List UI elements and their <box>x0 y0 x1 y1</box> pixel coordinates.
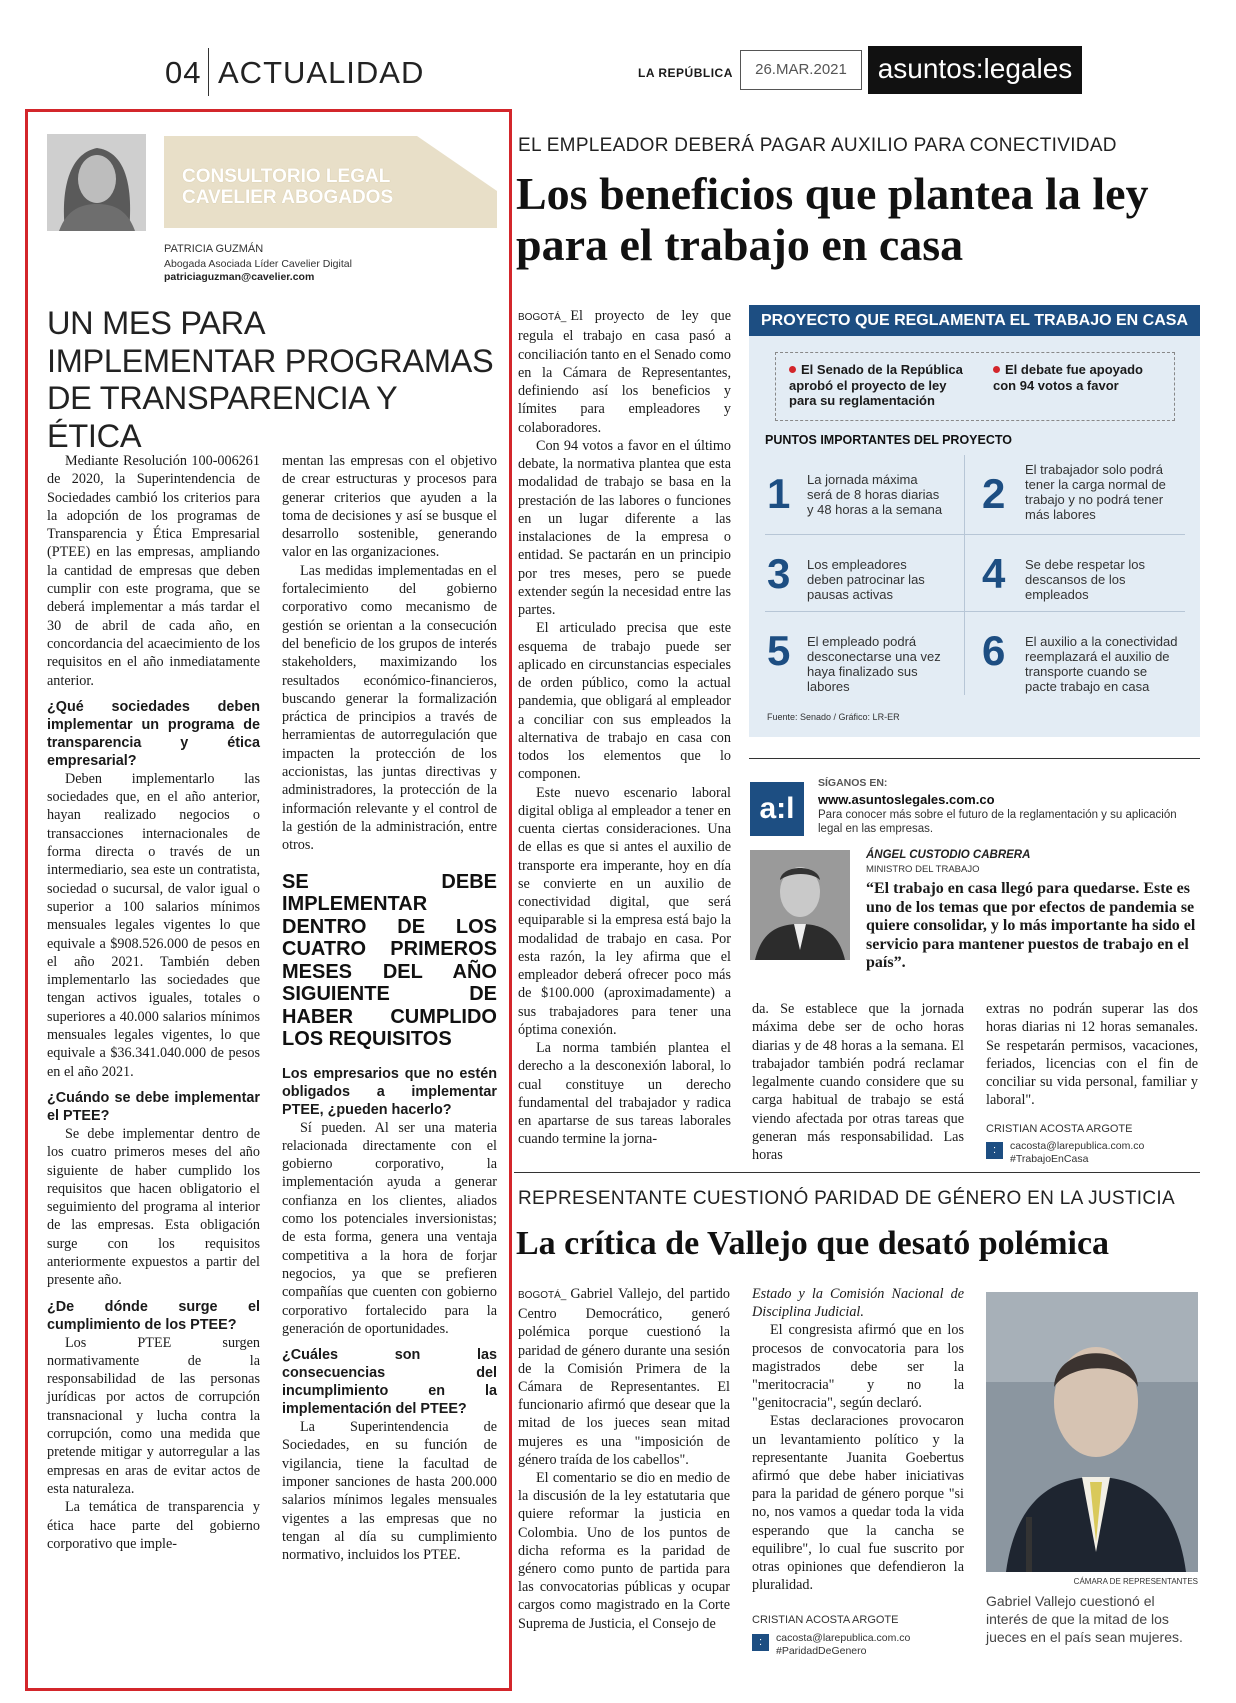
infographic-title: PROYECTO QUE REGLAMENTA EL TRABAJO EN CASA <box>749 305 1200 336</box>
point-text: El trabajador solo podrá tener la carga normal de trabajo y no podrá tener más labores <box>1025 462 1166 522</box>
infographic-source: Fuente: Senado / Gráfico: LR-ER <box>767 712 900 722</box>
story1-hashtag[interactable]: #TrabajoEnCasa <box>1010 1153 1089 1165</box>
column-text-left <box>47 452 260 1553</box>
page-number: 04 <box>165 55 202 90</box>
vallejo-portrait-icon <box>986 1292 1198 1572</box>
column-paragraph: La temática de transparencia y ética hace parte del gobierno corporativo que imple- <box>47 1499 260 1552</box>
story1-column-3 <box>986 1000 1198 1110</box>
point-text: El auxilio a la conectividad reemplazará el auxilio de transporte cuando se pacte trabajo en casa <box>1025 634 1178 694</box>
red-dot-icon <box>993 366 1000 373</box>
divider <box>749 758 1200 759</box>
story2-hashtag[interactable]: #ParidadDeGenero <box>776 1645 867 1657</box>
photo-credit: CÁMARA DE REPRESENTANTES <box>1073 1577 1198 1586</box>
story1-lead: El proyecto de ley que regula el trabajo en casa pasó a conciliación tanto en el Senado como en la Cámara de Representantes, definiendo así los beneficios y límites para empleadores y colaboradores. <box>518 308 731 436</box>
story1-paragraph <box>518 307 731 437</box>
author-portrait-icon <box>47 134 146 231</box>
point-number: 1 <box>767 470 791 517</box>
story2-lead: Gabriel Vallejo, del partido Centro Democrático, generó polémica porque cuestionó la paridad de género durante una sesión de la Comisión Primera de la Cámara de Representantes. El funcionario afirmó que desear que la mitad de los jueces sean mitad mujeres es una "imposición de género traída de los cabellos". <box>518 1286 730 1468</box>
minister-photo <box>750 850 850 960</box>
story2-column-1 <box>518 1285 730 1633</box>
story1-headline: Los beneficios que plantea la ley para el trabajo en casa <box>516 168 1149 270</box>
story2-byline: CRISTIAN ACOSTA ARGOTE <box>752 1614 899 1626</box>
email-icon: : <box>752 1634 769 1651</box>
column-text-right <box>282 452 497 1564</box>
publication-name: LA REPÚBLICA <box>638 66 733 80</box>
infographic <box>749 305 1200 737</box>
story1-column-2 <box>752 1000 964 1164</box>
story2-email[interactable]: cacosta@larepublica.com.co <box>776 1632 911 1644</box>
column-question: ¿Qué sociedades deben implementar un programa de transparencia y ética empresarial? <box>47 698 260 769</box>
follow-label: SÍGANOS EN: <box>818 777 888 789</box>
story1-email[interactable]: cacosta@larepublica.com.co <box>1010 1140 1145 1152</box>
minister-portrait-icon <box>750 850 850 960</box>
point-number: 3 <box>767 550 791 597</box>
grid-line <box>765 534 1185 535</box>
section-title: ACTUALIDAD <box>218 55 425 90</box>
point-number: 2 <box>982 470 1006 517</box>
story1-paragraph: da. Se establece que la jornada máxima debe ser de ocho horas diarias y de 48 horas a la semana. El trabajador también podrá reclamar legalmente cuando considere que su carga habitual de trabajo se está viendo afectada por otras tareas que generan más responsabilidad. Las horas <box>752 1001 964 1163</box>
point-number: 6 <box>982 627 1006 674</box>
column-paragraph: Deben implementarlo las sociedades que, en el año anterior, hayan realizado negocios o transacciones internacionales de forma directa o través de un intermediario, sea este un contratista, sociedad o sucursal, de valor igual o superior a 100 salarios mínimos mensuales legales vigentes lo que equivale a $908.526.000 de pesos en el año 2021. También deben implementarlo las sociedades que tengan activos iguales, totales o superiores a 40.000 salarios mínimos mensuales legales vigentes, lo que equivale a $36.341.040.000 de pesos en el año 2021. <box>47 770 260 1080</box>
story2-paragraph: Estado y la Comisión Nacional de Disciplina Judicial. <box>752 1286 964 1321</box>
story1-dateline: BOGOTÁ_ <box>518 312 567 323</box>
photo-caption: Gabriel Vallejo cuestionó el interés de que la mitad de los jueces en el país sean mujeres. <box>986 1593 1183 1645</box>
grid-line <box>964 455 965 695</box>
point-number: 5 <box>767 627 791 674</box>
grid-line <box>765 611 1185 612</box>
column-question: ¿Cuándo se debe implementar el PTEE? <box>47 1089 260 1124</box>
story2-paragraph <box>518 1285 730 1469</box>
divider <box>514 1172 1200 1173</box>
story2-headline: La crítica de Vallejo que desató polémica <box>516 1225 1110 1262</box>
point-text: La jornada máxima será de 8 horas diarias y 48 horas a la semana <box>807 472 943 517</box>
pull-quote: SE DEBE IMPLEMENTAR DENTRO DE LOS CUATRO PRIMEROS MESES DEL AÑO SIGUIENTE DE HABER CUMPLIDO LOS REQUISITOS <box>282 870 497 1051</box>
story1-paragraph: Este nuevo escenario laboral digital obliga al empleador a tener en cuenta ciertas consideraciones. Una de ellas es que si antes el auxilio de transporte era imperante, hoy en día se convierte en un auxilio de conectividad digital, que será equiparable si la empresa está bajo la modalidad de trabajo en casa. Por esta razón, la ley afirma que el empleador deberá ofrecer poco más de $100.000 (aproximadamente) a sus trabajadores para tener una óptima conexión. <box>518 784 731 1038</box>
red-dot-icon <box>789 366 796 373</box>
point-number: 4 <box>982 550 1006 597</box>
quote-role: MINISTRO DEL TRABAJO <box>866 864 980 875</box>
author-email: patriciaguzman@cavelier.com <box>164 271 315 283</box>
column-question: Los empresarios que no estén obligados a implementar PTEE, ¿pueden hacerlo? <box>282 1065 497 1118</box>
story1-kicker: EL EMPLEADOR DEBERÁ PAGAR AUXILIO PARA CONECTIVIDAD <box>518 135 1117 156</box>
column-question: ¿De dónde surge el cumplimiento de los PTEE? <box>47 1298 260 1333</box>
column-banner <box>164 136 497 228</box>
asuntos-legales-logo: asuntos:legales <box>868 46 1082 94</box>
column-paragraph: Mediante Resolución 100-006261 de 2020, la Superintendencia de Sociedades cambió los criterios para la adopción de los programas de Transparencia y Ética Empresarial (PTEE) en las empresas, ampliando la cantidad de empresas que deben cumplir con este programa, que se deberá implementar a más tardar el 30 de abril de cada año, en concordancia del acaecimiento de los requisitos en el año inmediatamente anterior. <box>47 453 260 689</box>
story2-paragraph: El congresista afirmó que en los procesos de convocatoria para los magistrados debe ser la "meritocracia" y no la "genitocracia", según declaró. <box>752 1322 964 1412</box>
point-text: Se debe respetar los descansos de los empleados <box>1025 557 1145 602</box>
quote-name: ÁNGEL CUSTODIO CABRERA <box>866 849 1031 861</box>
column-question: ¿Cuáles son las consecuencias del incumplimiento en la implementación del PTEE? <box>282 1347 497 1418</box>
story2-dateline: BOGOTÁ_ <box>518 1290 567 1301</box>
story2-paragraph: Estas declaraciones provocaron un levantamiento político y la representante Juanita Goebertus afirmó que debe haber iniciativas para la paridad de género porque "si no, nos vamos a quedar toda la vida esperando que la cancha se equilibre", lo cual fue suscrito por otras opiniones que defendieron la pluralidad. <box>752 1413 964 1594</box>
vallejo-photo <box>986 1292 1198 1572</box>
infographic-bullet: El debate fue apoyado con 94 votos a favor <box>993 362 1143 393</box>
point-text: El empleado podrá desconectarse una vez haya finalizado sus labores <box>807 634 941 694</box>
story2-kicker: REPRESENTANTE CUESTIONÓ PARIDAD DE GÉNERO EN LA JUSTICIA <box>518 1188 1175 1209</box>
story2-column-2 <box>752 1285 964 1594</box>
column-paragraph: La Superintendencia de Sociedades, en su función de vigilancia, tiene la facultad de imponer sanciones de hasta 200.000 salarios mínimos legales mensuales vigentes a las empresas que no tengan al día su cumplimiento normativo, incluidos los PTEE. <box>282 1419 497 1564</box>
follow-url[interactable]: www.asuntoslegales.com.co <box>818 792 995 807</box>
column-title: UN MES PARA IMPLEMENTAR PROGRAMAS DE TRANSPARENCIA Y ÉTICA <box>47 305 494 454</box>
column-paragraph: Se debe implementar dentro de los cuatro primeros meses del año siguiente de haber cumplido los requisitos que hacen obligatorio el seguimiento del programa al interior de las empresas. Esta obligación surge con los requisitos anteriormente expuestos a partir del presente año. <box>47 1125 260 1289</box>
column-paragraph: Los PTEE surgen normativamente de la responsabilidad de las personas jurídicas por actos de corrupción transnacional y lucha contra la corrupción, como una medida que pretende mitigar y autorregular a las empresas en aras de evitar actos de esta naturaleza. <box>47 1334 260 1497</box>
story1-paragraph: Con 94 votos a favor en el último debate, la normativa plantea que esta modalidad de trabajo se basa en la prestación de las labores o funciones en un lugar diferente a las instalaciones de la empresa o entidad. Se pactarán en un principio por tres meses, pero se puede extender según la necesidad entre las partes. <box>518 437 731 618</box>
story1-column-1 <box>518 307 731 1149</box>
banner-title: CONSULTORIO LEGAL CAVELIER ABOGADOS <box>182 166 394 208</box>
story1-paragraph: extras no podrán superar las dos horas diarias ni 12 horas semanales. Se respetarán permisos, vacaciones, feriados, licencias con el fin de conciliar su vida personal, familiar y laboral". <box>986 1001 1198 1109</box>
follow-text: Para conocer más sobre el futuro de la reglamentación y su aplicación legal en las empresas. <box>818 809 1177 835</box>
header-divider <box>208 48 209 96</box>
infographic-subtitle: PUNTOS IMPORTANTES DEL PROYECTO <box>765 433 1013 447</box>
quote-text: “El trabajo en casa llegó para quedarse. Este es uno de los temas que por efectos de pandemia se quiere consolidar, y lo más importante ha sido el servicio para mantener puestos de trabajo en el país”. <box>866 880 1196 971</box>
banner-fold-icon <box>417 136 497 228</box>
infographic-bullet: El Senado de la República aprobó el proyecto de ley para su reglamentación <box>789 362 963 408</box>
story1-paragraph: La norma también plantea el derecho a la desconexión laboral, lo cual constituye un derecho fundamental del trabajador y radica en apartarse de sus tareas laborales cuando termine la jorna- <box>518 1040 731 1148</box>
column-paragraph: mentan las empresas con el objetivo de crear estructuras y procesos para generar criterios que ayuden a la toma de decisiones y así se busque el desarrollo sostenible, generando valor en las organizaciones. <box>282 453 497 561</box>
column-paragraph: Sí pueden. Al ser una materia relacionada directamente con el gobierno corporativo, la implementación ayuda a generar confianza en los clientes, aliados como los potenciales inversionistas; de esta forma, genera una ventaja competitiva a la hora de forjar negocios, ya que se prefieren compañías que cuenten con gobierno corporativo fortalecido para la generación de oportunidades. <box>282 1119 497 1337</box>
story2-paragraph: El comentario se dio en medio de la discusión de la ley estatutaria que quiere reformar la justicia en Colombia. Uno de los puntos de dicha reforma es la paridad de género como punto de partida para las convocatorias públicas y ocupar cargos como magistrado en la Corte Suprema de Justicia, el Consejo de <box>518 1470 730 1632</box>
email-icon: : <box>986 1142 1003 1159</box>
author-role: Abogada Asociada Líder Cavelier Digital <box>164 258 352 270</box>
author-name: PATRICIA GUZMÁN <box>164 243 264 255</box>
story1-paragraph: El articulado precisa que este esquema de trabajo puede ser aplicado en circunstancias especiales de orden público, como la actual pandemia, que obligará al empleador a conciliar con sus empleados la alternativa de trabajo en casa con todos los elementos que lo componen. <box>518 620 731 783</box>
story1-byline: CRISTIAN ACOSTA ARGOTE <box>986 1123 1133 1135</box>
author-photo <box>47 134 146 231</box>
point-text: Los empleadores deben patrocinar las pausas activas <box>807 557 925 602</box>
issue-date: 26.MAR.2021 <box>740 50 862 90</box>
follow-logo: a:l <box>750 782 804 836</box>
column-paragraph: Las medidas implementadas en el fortalecimiento del gobierno corporativo como mecanismo de gestión se orientan a la consecución del beneficio de los grupos de interés stakeholders, maximizando los resultados económico-financieros, buscando generar la formalización práctica de principios a través de herramientas de autorregulación que impacten la protección de los accionistas, las juntas directivas y administradores, la protección de la información relevante y el control de la gestión de la administración, entre otros. <box>282 562 497 854</box>
